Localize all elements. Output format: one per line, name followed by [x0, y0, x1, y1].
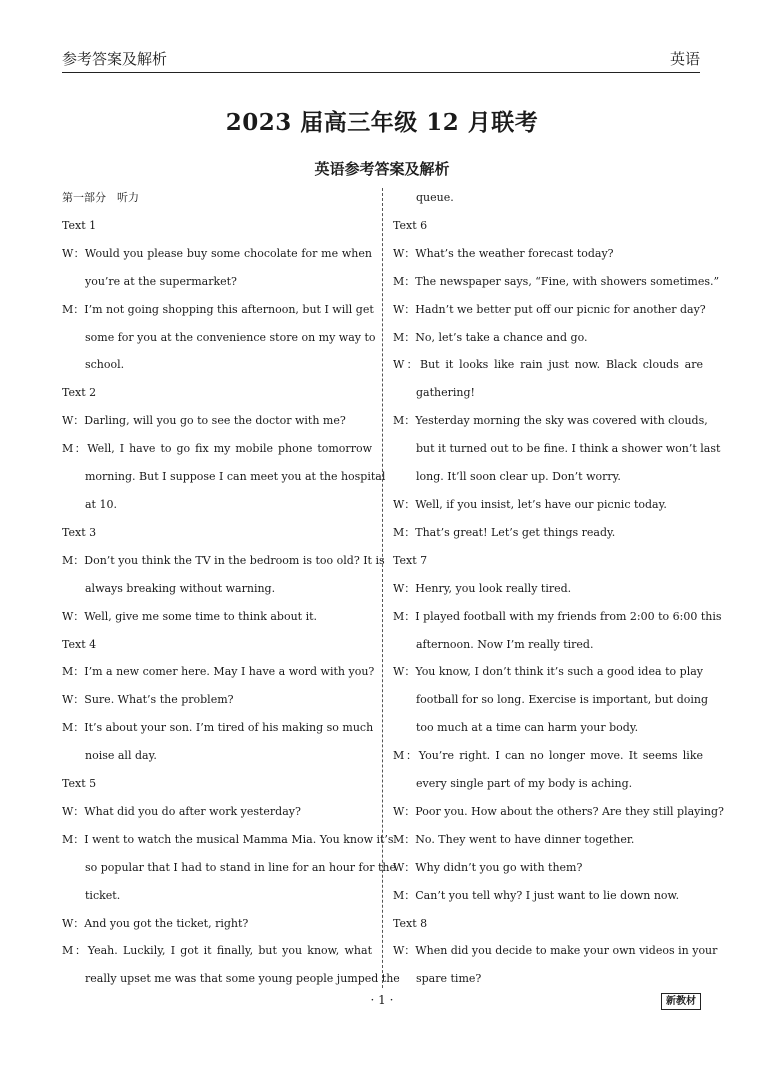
- dialogue-line: M：Yesterday morning the sky was covered with clouds,: [393, 414, 708, 428]
- dialogue-line: noise all day.: [85, 749, 157, 763]
- section-heading: Text 6: [393, 218, 428, 232]
- dialogue-line: queue.: [416, 191, 454, 204]
- section-heading: Text 3: [62, 525, 97, 539]
- dialogue-line: M：The newspaper says, “Fine, with showers sometimes.”: [393, 274, 720, 288]
- page-number: · 1 ·: [370, 993, 394, 1007]
- section-heading: 第一部分 听力: [62, 191, 139, 204]
- dialogue-line: W：Poor you. How about the others? Are they still playing?: [393, 804, 724, 818]
- dialogue-line: M：Can’t you tell why? I just want to lie down now.: [393, 888, 680, 902]
- header-subject: 英语: [669, 50, 700, 68]
- dialogue-line: morning. But I suppose I can meet you at the hospital: [85, 470, 386, 484]
- dialogue-line: gathering!: [416, 386, 475, 400]
- dialogue-line: ticket.: [85, 888, 121, 902]
- dialogue-line: W：What’s the weather forecast today?: [393, 246, 614, 260]
- dialogue-line: every single part of my body is aching.: [416, 777, 633, 791]
- dialogue-line: W：And you got the ticket, right?: [62, 916, 249, 930]
- dialogue-line: M：I’m not going shopping this afternoon, but I will get: [62, 302, 374, 316]
- dialogue-line: M：I’m a new comer here. May I have a word with you?: [62, 665, 375, 679]
- dialogue-line: W：Henry, you look really tired.: [393, 581, 572, 595]
- edition-badge: 新教材: [661, 993, 701, 1010]
- dialogue-line: really upset me was that some young people jumped the: [85, 972, 400, 986]
- dialogue-line: W：When did you decide to make your own videos in your: [393, 944, 718, 958]
- dialogue-line: at 10.: [85, 497, 117, 511]
- section-heading: Text 5: [62, 777, 97, 791]
- section-heading: Text 7: [393, 553, 428, 567]
- dialogue-line: M：No. They went to have dinner together.: [393, 832, 635, 846]
- dialogue-line: M：I played football with my friends from 2:00 to 6:00 this: [393, 609, 722, 623]
- section-heading: Text 1: [62, 218, 97, 232]
- dialogue-line: too much at a time can harm your body.: [416, 721, 639, 735]
- dialogue-line: M：Well, I have to go fix my mobile phone tomorrow: [62, 442, 372, 456]
- dialogue-line: afternoon. Now I’m really tired.: [416, 637, 594, 651]
- dialogue-line: M：It’s about your son. I’m tired of his making so much: [62, 721, 374, 735]
- dialogue-line: W：Well, if you insist, let’s have our picnic today.: [393, 497, 667, 511]
- dialogue-line: but it turned out to be fine. I think a shower won’t last: [416, 442, 721, 456]
- column-divider: [382, 188, 383, 988]
- dialogue-line: M：Don’t you think the TV in the bedroom is too old? It is: [62, 553, 385, 567]
- dialogue-line: M：I went to watch the musical Mamma Mia. You know it’s: [62, 832, 394, 846]
- section-heading: Text 4: [62, 637, 97, 651]
- dialogue-line: some for you at the convenience store on my way to: [85, 330, 376, 344]
- dialogue-line: M：You’re right. I can no longer move. It seems like: [393, 749, 703, 763]
- dialogue-line: W：Darling, will you go to see the doctor with me?: [62, 414, 346, 428]
- dialogue-line: you’re at the supermarket?: [85, 274, 237, 288]
- dialogue-line: school.: [85, 358, 125, 372]
- dialogue-line: M：Yeah. Luckily, I got it finally, but you know, what: [62, 944, 372, 958]
- dialogue-line: W：But it looks like rain just now. Black clouds are: [393, 358, 703, 372]
- page-header: [62, 46, 700, 73]
- dialogue-line: W：Well, give me some time to think about it.: [62, 609, 318, 623]
- dialogue-line: always breaking without warning.: [85, 581, 276, 595]
- dialogue-line: W：Hadn’t we better put off our picnic for another day?: [393, 302, 706, 316]
- left-column: [62, 184, 400, 993]
- right-column: [393, 184, 724, 993]
- section-heading: Text 2: [62, 386, 97, 400]
- header-left-title: 参考答案及解析: [62, 50, 168, 68]
- document-title: 2023 届高三年级 12 月联考: [225, 109, 539, 136]
- dialogue-line: W：Would you please buy some chocolate for me when: [62, 246, 372, 260]
- dialogue-line: W：Why didn’t you go with them?: [393, 860, 583, 874]
- section-heading: Text 8: [393, 916, 428, 930]
- dialogue-line: W：You know, I don’t think it’s such a good idea to play: [393, 665, 703, 679]
- dialogue-line: football for so long. Exercise is important, but doing: [416, 693, 709, 707]
- dialogue-line: M：No, let’s take a chance and go.: [393, 330, 588, 344]
- dialogue-line: so popular that I had to stand in line for an hour for the: [85, 860, 396, 874]
- dialogue-line: W：What did you do after work yesterday?: [62, 804, 301, 818]
- dialogue-line: long. It’ll soon clear up. Don’t worry.: [416, 470, 621, 484]
- document-subtitle: 英语参考答案及解析: [314, 160, 450, 178]
- dialogue-line: M：That’s great! Let’s get things ready.: [393, 525, 616, 539]
- dialogue-line: spare time?: [416, 972, 482, 986]
- dialogue-line: W：Sure. What’s the problem?: [62, 693, 234, 707]
